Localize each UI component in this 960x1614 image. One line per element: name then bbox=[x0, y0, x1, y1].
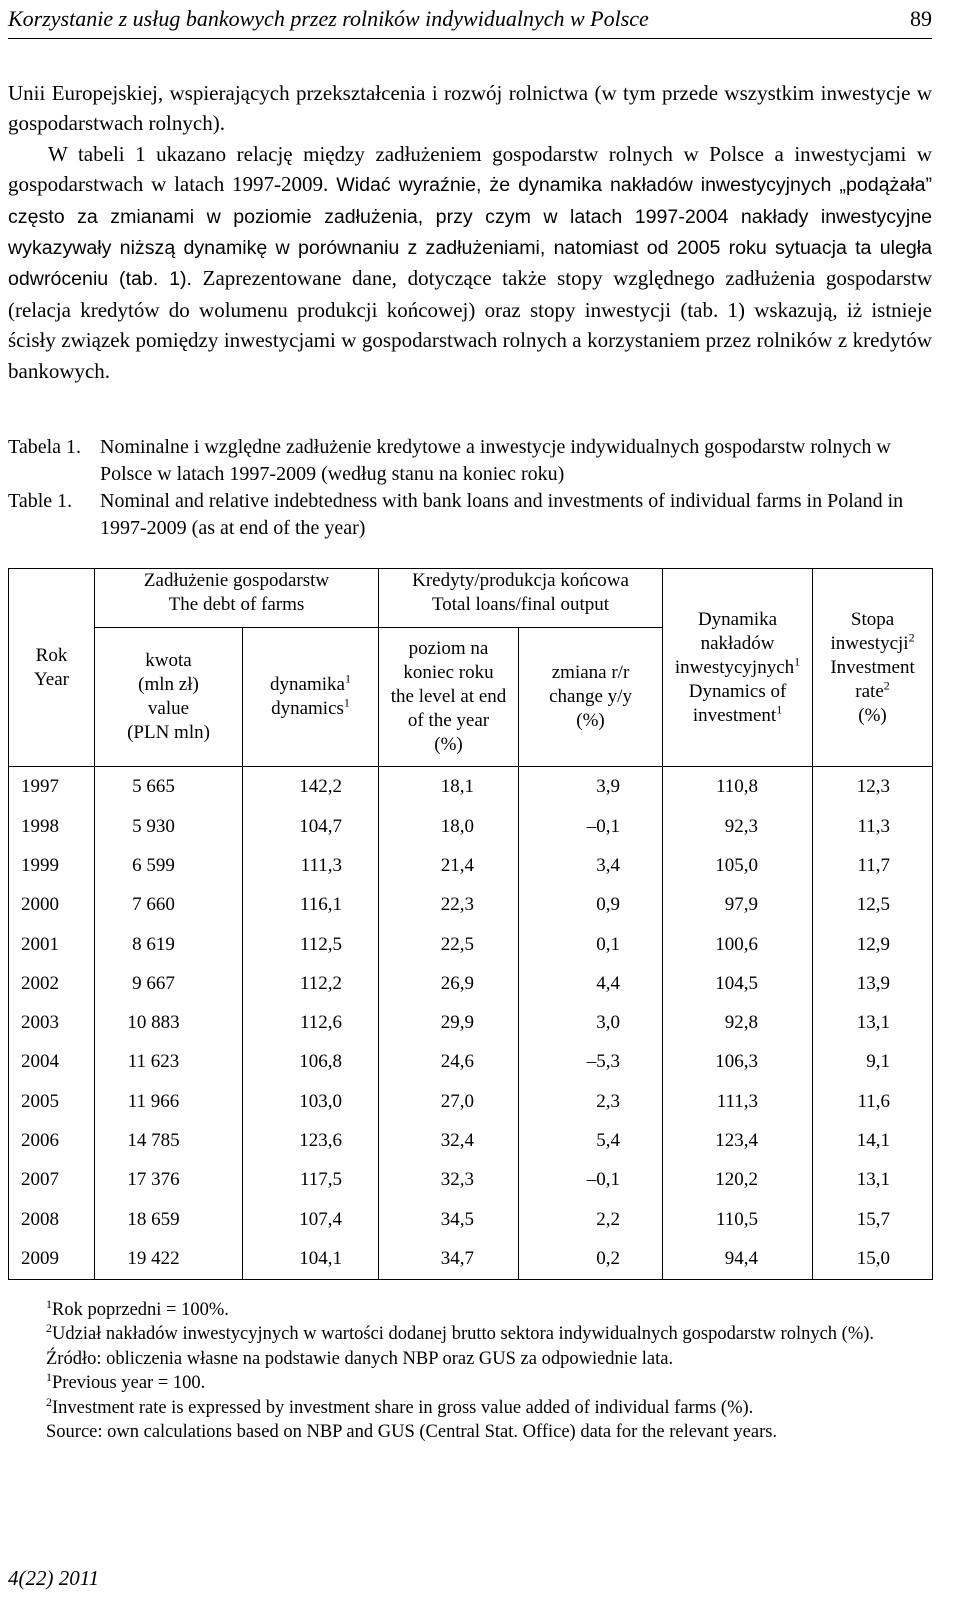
caption-pl-label: Tabela 1. bbox=[8, 436, 82, 458]
header-amount: kwota (mln zł) value (PLN mln) bbox=[95, 628, 243, 767]
body-text bbox=[8, 78, 932, 386]
table-notes bbox=[8, 1298, 932, 1444]
paragraph-2 bbox=[8, 139, 932, 386]
table-row: 1999 6 599 111,3 21,4 3,4 105,0 11,7 bbox=[9, 846, 933, 885]
paragraph-2-part-3: Zaprezentowane dane, dotyczące także stopy względnego zadłużenia gospodarstw (relacja kredytów do wolumenu produkcji końcowej) oraz stopy inwestycji (tab. 1) wskazują, iż istnieje ścisły związek pomiędzy inwestycjami w gospodarstwach rolnych a korzystaniem przez rolników z kredytów bankowych. bbox=[8, 266, 932, 383]
header-loans-level: poziom na koniec roku the level at end of the year (%) bbox=[379, 628, 519, 767]
table-row: 2003 10 883 112,6 29,9 3,0 92,8 13,1 bbox=[9, 1003, 933, 1042]
header-loans-change: zmiana r/r change y/y (%) bbox=[519, 628, 663, 767]
table-row: 2000 7 660 116,1 22,3 0,9 97,9 12,5 bbox=[9, 886, 933, 925]
running-title: Korzystanie z usług bankowych przez rolników indywidualnych w Polsce bbox=[8, 6, 649, 31]
table-row: 2002 9 667 112,2 26,9 4,4 104,5 13,9 bbox=[9, 964, 933, 1003]
table-row: 2007 17 376 117,5 32,3 –0,1 120,2 13,1 bbox=[9, 1161, 933, 1200]
table-row: 2008 18 659 107,4 34,5 2,2 110,5 15,7 bbox=[9, 1200, 933, 1239]
note-2-en: $^2$Investment rate is expressed by investment share in gross value added of individual farms (%). bbox=[46, 1394, 754, 1418]
running-header bbox=[8, 4, 932, 39]
header-investment-dynamics: Dynamika nakładów inwestycyjnych$^1$ Dynamics of investment$^1$ bbox=[663, 569, 813, 767]
caption-pl-text: Nominalne i względne zadłużenie kredytowe a inwestycje indywidualnych gospodarstw rolnych w Polsce w latach 1997-2009 (według stanu na koniec roku) bbox=[100, 436, 891, 485]
data-table bbox=[8, 568, 933, 1280]
table-body bbox=[9, 767, 933, 1280]
header-loans-group: Kredyty/produkcja końcowa Total loans/final output bbox=[379, 569, 663, 628]
page-number: 89 bbox=[910, 6, 932, 31]
paragraph-1: Unii Europejskiej, wspierających przekształcenia i rozwój rolnictwa (w tym przede wszystkim inwestycje w gospodarstwach rolnych). bbox=[8, 81, 932, 136]
caption-pl bbox=[8, 434, 932, 488]
table-row: 1998 5 930 104,7 18,0 –0,1 92,3 11,3 bbox=[9, 807, 933, 846]
header-debt-group: Zadłużenie gospodarstw The debt of farms bbox=[95, 569, 379, 628]
table-row: 2001 8 619 112,5 22,5 0,1 100,6 12,9 bbox=[9, 925, 933, 964]
caption-en bbox=[8, 488, 932, 542]
table-row: 2009 19 422 104,1 34,7 0,2 94,4 15,0 bbox=[9, 1239, 933, 1279]
caption-en-text: Nominal and relative indebtedness with bank loans and investments of individual farms in Poland in 1997-2009 (as at end of the year) bbox=[100, 490, 904, 539]
table-row: 2005 11 966 103,0 27,0 2,3 111,3 11,6 bbox=[9, 1082, 933, 1121]
note-1: $^1$Rok poprzedni = 100%. bbox=[46, 1296, 229, 1320]
header-investment-rate: Stopa inwestycji$^2$ Investment rate$^2$ (%) bbox=[813, 569, 933, 767]
caption-en-label: Table 1. bbox=[8, 490, 73, 512]
table-row: 1997 5 665 142,2 18,1 3,9 110,8 12,3 bbox=[9, 767, 933, 808]
header-year: Rok Year bbox=[9, 569, 95, 767]
header-debt-dynamics: dynamika$^1$ dynamics$^1$ bbox=[243, 628, 379, 767]
note-1-en: $^1$Previous year = 100. bbox=[46, 1370, 206, 1394]
paragraph-2-part-2: Widać wyraźnie, że dynamika nakładów inwestycyjnych „podążała” często za zmianami w poziomie zadłużenia, przy czym w latach 1997-2004 nakłady inwestycyjne wykazywały niższą dynamikę w porównaniu z zadłużeniami, natomiast od 2005 roku sytuacja ta uległa odwróceniu (tab. 1). bbox=[8, 174, 933, 291]
paragraph-2-part-1: W tabeli 1 ukazano relację między zadłużeniem gospodarstw rolnych w Polsce a inwestycjami w gospodarstwach w latach 1997-2009. bbox=[8, 141, 932, 197]
source-en: Source: own calculations based on NBP and GUS (Central Stat. Office) data for the relevant years. bbox=[46, 1422, 778, 1443]
table-row: 2006 14 785 123,6 32,4 5,4 123,4 14,1 bbox=[9, 1121, 933, 1160]
source-pl: Źródło: obliczenia własne na podstawie danych NBP oraz GUS za odpowiednie lata. bbox=[46, 1348, 674, 1369]
table-row: 2004 11 623 106,8 24,6 –5,3 106,3 9,1 bbox=[9, 1043, 933, 1082]
journal-issue: 4(22) 2011 bbox=[8, 1566, 100, 1590]
note-2: $^2$Udział nakładów inwestycyjnych w wartości dodanej brutto sektora indywidualnych gospodarstw rolnych (%). bbox=[46, 1321, 875, 1345]
